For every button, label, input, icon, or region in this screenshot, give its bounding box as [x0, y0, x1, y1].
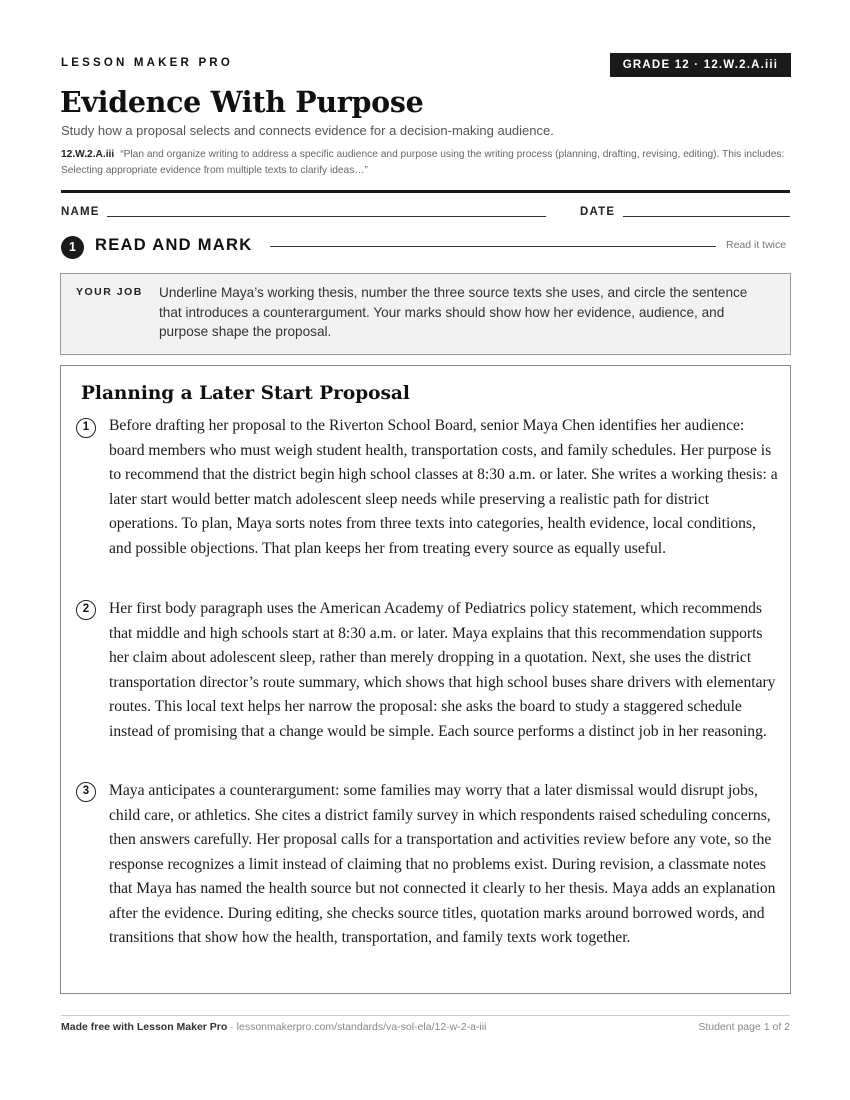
paragraph-2: Her first body paragraph uses the American Academy of Pediatrics policy statement, which recommends that middle and high schools start at 8:30 a.m. or later. Maya explains that this recommendation supports her claim about adolescent sleep, rather than merely dropping in a quotation. Next, she uses the district transportation director’s route summary, which shows that high school buses share drivers with elementary routes. This local text helps her narrow the proposal: she asks the board to study a staggered schedule instead of promising that a change would be simple. Each source performs a distinct job in her reasoning.: [109, 600, 776, 740]
standard-code: 12.W.2.A.iii: [61, 149, 115, 160]
page-subtitle: Study how a proposal selects and connects evidence for a decision-making audience.: [61, 123, 554, 138]
footer-divider: [61, 1015, 790, 1016]
standard-text: “Plan and organize writing to address a specific audience and purpose using the writing process (planning, drafting, revising, editing). This includes: Selecting appropriate evidence from multiple texts to clarify ideas…”: [61, 149, 785, 176]
page-indicator: Student page 1 of 2: [698, 1021, 790, 1033]
page-title: Evidence With Purpose: [60, 85, 424, 119]
name-field[interactable]: [107, 216, 546, 217]
footer-credit: [61, 1021, 486, 1033]
paragraph-3: Maya anticipates a counterargument: some families may worry that a later dismissal would disrupt jobs, child care, or athletics. She cites a district family survey in which respondents raised scheduling concerns, then answers carefully. Her proposal calls for a transportation and activities review before any vote, so the response recognizes a limit instead of claiming that no problems exist. During revision, a classmate notes that Maya has named the health source but not connected it clearly to her thesis. Maya adds an explanation after the evidence. During editing, she checks source titles, quotation marks around borrowed words, and transitions that show how the health, transportation, and family texts work together.: [109, 782, 776, 946]
footer-url-link[interactable]: · lessonmakerpro.com/standards/va-sol-ela/12-w-2-a-iii: [230, 1021, 487, 1033]
standard-statement: [61, 147, 791, 179]
header-divider: [61, 190, 790, 193]
section-number-badge: 1: [61, 236, 84, 259]
paragraph-number-1: 1: [76, 418, 96, 438]
name-label: NAME: [61, 206, 100, 218]
job-instructions-box: [60, 273, 791, 355]
paragraph-number-3: 3: [76, 782, 96, 802]
grade-badge: GRADE 12 · 12.W.2.A.iii: [610, 53, 791, 77]
brand-name: LESSON MAKER PRO: [61, 57, 233, 69]
passage-title: Planning a Later Start Proposal: [81, 383, 410, 404]
section-note: Read it twice: [726, 239, 787, 251]
date-label: DATE: [580, 206, 616, 218]
job-text: Underline Maya’s working thesis, number the three source texts she uses, and circle the sentence that introduces a counterargument. Your marks should show how her evidence, audience, and purpose shape the proposal.: [159, 285, 748, 339]
paragraph-1: Before drafting her proposal to the Riverton School Board, senior Maya Chen identifies her audience: board members who must weigh student health, transportation costs, and family schedules. Her purpose is to recommend that the district begin high school classes at 8:30 a.m. or later. She writes a working thesis: a later start would better match adolescent sleep needs while preserving a realistic path for district operations. To plan, Maya sorts notes from three texts into categories, health evidence, local conditions, and possible objections. That plan keeps her from treating every source as equally useful.: [109, 417, 778, 557]
date-field[interactable]: [623, 216, 790, 217]
section-title: READ AND MARK: [95, 236, 253, 254]
section-divider: [270, 246, 716, 247]
job-label: YOUR JOB: [76, 286, 143, 298]
paragraph-number-2: 2: [76, 600, 96, 620]
footer-made-with: Made free with Lesson Maker Pro: [61, 1021, 228, 1033]
reading-passage: [60, 365, 791, 994]
